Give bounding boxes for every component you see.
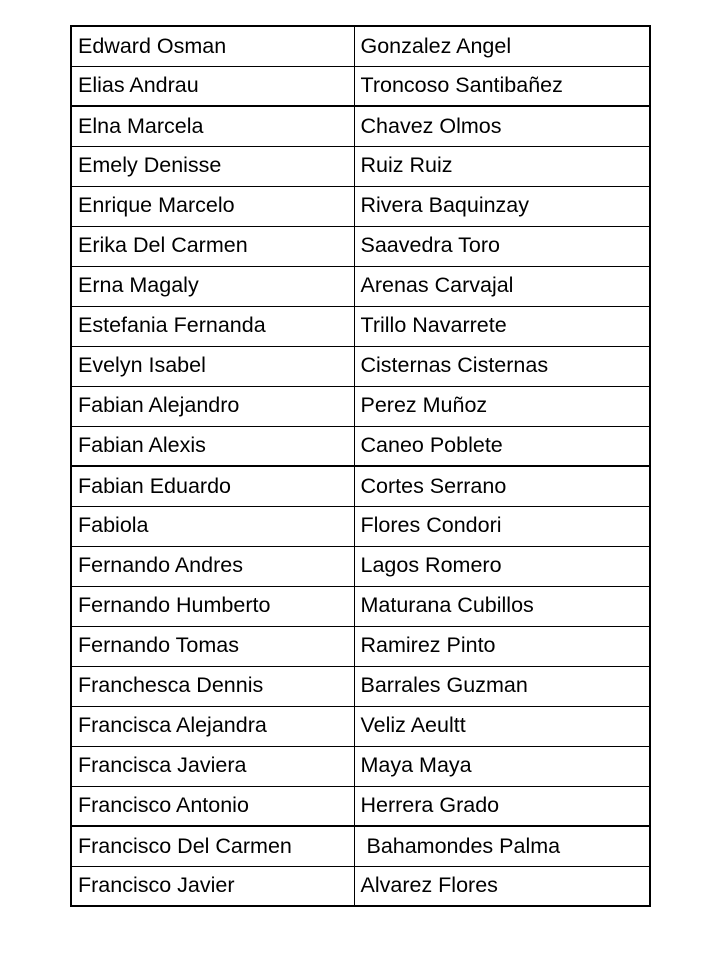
table-row <box>71 826 650 866</box>
last-name-cell: Troncoso Santibañez <box>354 66 650 106</box>
first-name-cell: Fabian Eduardo <box>71 466 354 506</box>
last-name-cell: Maturana Cubillos <box>354 586 650 626</box>
table-row <box>71 386 650 426</box>
table-row <box>71 266 650 306</box>
table-row <box>71 306 650 346</box>
last-name-cell: Gonzalez Angel <box>354 26 650 66</box>
names-table <box>70 25 651 907</box>
first-name-cell: Fabian Alexis <box>71 426 354 466</box>
last-name-cell: Ramirez Pinto <box>354 626 650 666</box>
table-row <box>71 626 650 666</box>
table-row <box>71 546 650 586</box>
last-name-cell: Arenas Carvajal <box>354 266 650 306</box>
table-row <box>71 186 650 226</box>
last-name-cell: Veliz Aeultt <box>354 706 650 746</box>
table-row <box>71 146 650 186</box>
first-name-cell: Erika Del Carmen <box>71 226 354 266</box>
first-name-cell: Francisca Alejandra <box>71 706 354 746</box>
first-name-cell: Estefania Fernanda <box>71 306 354 346</box>
last-name-cell: Bahamondes Palma <box>354 826 650 866</box>
last-name-cell: Cisternas Cisternas <box>354 346 650 386</box>
first-name-cell: Fernando Andres <box>71 546 354 586</box>
table-row <box>71 66 650 106</box>
last-name-cell: Saavedra Toro <box>354 226 650 266</box>
last-name-cell: Caneo Poblete <box>354 426 650 466</box>
last-name-cell: Chavez Olmos <box>354 106 650 146</box>
table-row <box>71 426 650 466</box>
first-name-cell: Fabiola <box>71 506 354 546</box>
table-row <box>71 506 650 546</box>
table-row <box>71 706 650 746</box>
first-name-cell: Elias Andrau <box>71 66 354 106</box>
names-sheet <box>70 25 649 907</box>
last-name-cell: Herrera Grado <box>354 786 650 826</box>
first-name-cell: Francisco Javier <box>71 866 354 906</box>
table-row <box>71 26 650 66</box>
last-name-cell: Cortes Serrano <box>354 466 650 506</box>
table-row <box>71 866 650 906</box>
first-name-cell: Erna Magaly <box>71 266 354 306</box>
last-name-cell: Flores Condori <box>354 506 650 546</box>
last-name-cell: Perez Muñoz <box>354 386 650 426</box>
last-name-cell: Rivera Baquinzay <box>354 186 650 226</box>
last-name-cell: Maya Maya <box>354 746 650 786</box>
first-name-cell: Evelyn Isabel <box>71 346 354 386</box>
last-name-cell: Ruiz Ruiz <box>354 146 650 186</box>
names-table-body <box>71 26 650 906</box>
first-name-cell: Francisco Antonio <box>71 786 354 826</box>
first-name-cell: Elna Marcela <box>71 106 354 146</box>
table-row <box>71 586 650 626</box>
table-row <box>71 786 650 826</box>
first-name-cell: Fernando Tomas <box>71 626 354 666</box>
first-name-cell: Francisco Del Carmen <box>71 826 354 866</box>
table-row <box>71 666 650 706</box>
first-name-cell: Fernando Humberto <box>71 586 354 626</box>
last-name-cell: Lagos Romero <box>354 546 650 586</box>
last-name-cell: Alvarez Flores <box>354 866 650 906</box>
table-row <box>71 466 650 506</box>
first-name-cell: Edward Osman <box>71 26 354 66</box>
table-row <box>71 106 650 146</box>
table-row <box>71 226 650 266</box>
last-name-cell: Trillo Navarrete <box>354 306 650 346</box>
first-name-cell: Francisca Javiera <box>71 746 354 786</box>
first-name-cell: Enrique Marcelo <box>71 186 354 226</box>
table-row <box>71 346 650 386</box>
last-name-cell: Barrales Guzman <box>354 666 650 706</box>
first-name-cell: Emely Denisse <box>71 146 354 186</box>
first-name-cell: Franchesca Dennis <box>71 666 354 706</box>
table-row <box>71 746 650 786</box>
first-name-cell: Fabian Alejandro <box>71 386 354 426</box>
